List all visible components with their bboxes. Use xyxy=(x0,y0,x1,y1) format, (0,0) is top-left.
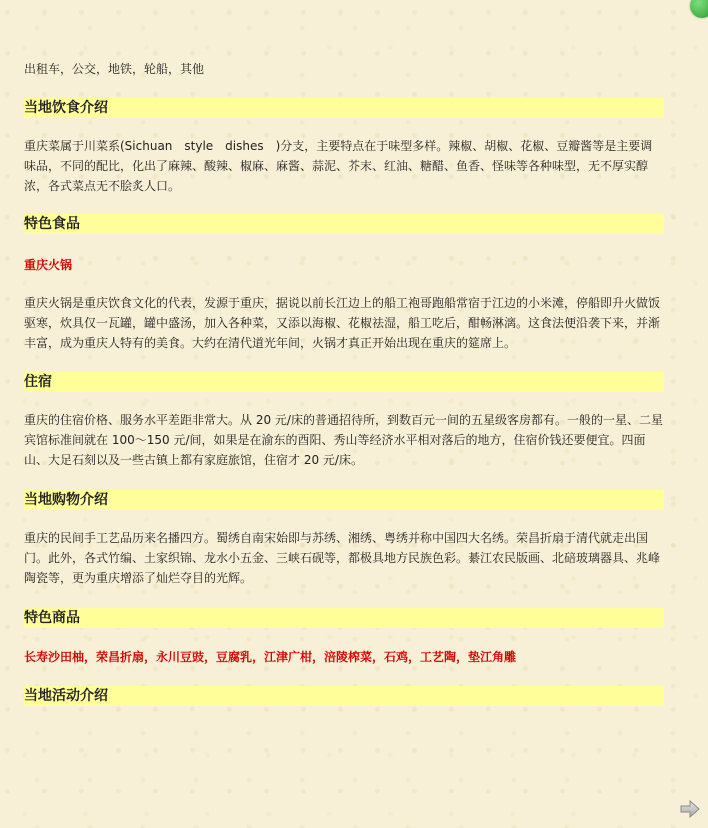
transport-list: 出租车，公交，地铁，轮船，其他 xyxy=(24,62,205,76)
section-heading-special-food: 特色食品 xyxy=(24,214,664,234)
section-heading-activities: 当地活动介绍 xyxy=(24,686,664,706)
green-orb-icon[interactable] xyxy=(690,0,708,18)
shopping-text: 重庆的民间手工艺品历来名播四方。蜀绣自南宋始即与苏绣、湘绣、粤绣并称中国四大名绣。荣昌折扇于清代就走出国门。此外，各式竹编、土家织锦、龙水小五金、三峡石砚等，都极具地方民族色彩。綦江农民版画、北碚玻璃器具、兆峰陶瓷等，更为重庆增添了灿烂夺目的光辉。 xyxy=(24,531,661,585)
special-food-text: 重庆火锅是重庆饮食文化的代表，发源于重庆，据说以前长江边上的船工袍哥跑船常宿于江边的小米滩，停船即升火做饭驱寒，炊具仅一瓦罐，罐中盛汤，加入各种菜，又添以海椒、花椒祛湿，船工吃后，酣畅淋漓。这食法便沿袭下来，并渐丰富，成为重庆人特有的美食。大约在清代道光年间，火锅才真正开始出现在重庆的筵席上。 xyxy=(24,296,661,350)
section-heading-shopping: 当地购物介绍 xyxy=(24,490,664,510)
lodging-text: 重庆的住宿价格、服务水平差距非常大。从 20 元/床的普通招待所，到数百元一间的五星级客房都有。一般的一星、二星宾馆标准间就在 100～150 元/间，如果是在渝东的酉阳、秀山等经济水平相对落后的地方，住宿价钱还要便宜。四面山、大足石刻以及一些古镇上都有家庭旅馆，住宿才 20 元/床。 xyxy=(24,413,663,467)
next-arrow-icon[interactable] xyxy=(680,800,700,818)
section-heading-food-intro: 当地饮食介绍 xyxy=(24,98,664,118)
special-goods-list: 长寿沙田柚，荣昌折扇，永川豆豉，豆腐乳，江津广柑，涪陵榨菜，石鸡，工艺陶，垫江角雕 xyxy=(24,650,517,664)
section-heading-lodging: 住宿 xyxy=(24,372,664,392)
food-intro-text: 重庆菜属于川菜系(Sichuan style dishes )分支，主要特点在于味型多样。辣椒、胡椒、花椒、豆瓣酱等是主要调味品，不同的配比，化出了麻辣、酸辣、椒麻、麻酱、蒜泥、芥末、红油、糖醋、鱼香、怪味等各种味型，无不厚实醇浓，各式菜点无不脍炙人口。 xyxy=(24,139,653,193)
special-food-name: 重庆火锅 xyxy=(24,258,73,272)
section-heading-special-goods: 特色商品 xyxy=(24,608,664,628)
